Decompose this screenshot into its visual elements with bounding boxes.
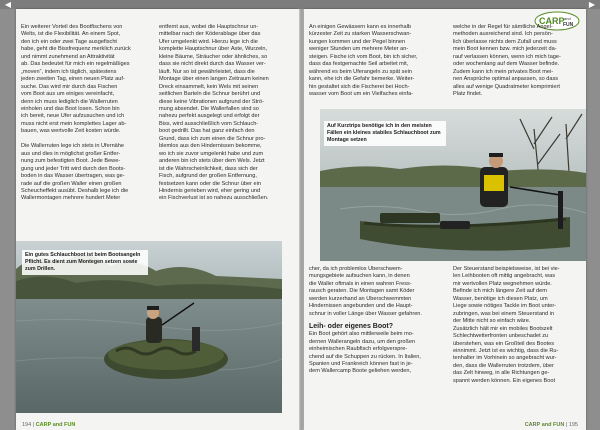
text-line: nen Ansprüche optimal anpassen, so dass: [453, 76, 559, 83]
text-line: zubringen, was bei einem Steuerstand in: [453, 310, 555, 317]
text-line: mung absendet. Die Wallerfallen sind so: [159, 105, 259, 112]
text-line: das Zelt hinweg, in alle Richtungen ge-: [453, 370, 550, 377]
text-line: mittelbar nach der Köderablage über das: [159, 31, 261, 38]
text-line: bauen, was wertvolle Zeit kosten würde.: [21, 128, 121, 135]
svg-text:FUN: FUN: [563, 22, 574, 28]
next-page-button[interactable]: [584, 0, 600, 9]
text-line: boot gedrillt. Das hat ganz einfach den: [159, 128, 255, 135]
magazine-brand: CARP and FUN: [524, 422, 565, 428]
text-line: suche. Das wird mir durch das Fischen: [21, 83, 118, 90]
text-line: Hindernissen angebunden und die Haupt-: [309, 303, 413, 310]
text-line: Zudem kann ich mein privates Boot mei-: [453, 68, 554, 75]
text-line: den ich ein oder zwei Tage ausgefischt: [21, 38, 117, 45]
svg-text:and: and: [564, 16, 571, 21]
text-line: habe, geht die Bissfrequenz merklich zurück: [21, 46, 131, 53]
text-line: Montage über einen langen Zeitraum keinen: [159, 76, 269, 83]
text-line: nahezu perfekt ausgelegt und erfolgt der: [159, 113, 260, 120]
text-line: Befinde ich mich längere Zeit auf dem: [453, 288, 547, 295]
text-line: oder wochenlang auf dem Wasser befinde.: [453, 61, 560, 68]
text-line: len Leihbooten oft mittig angebracht, was: [453, 273, 555, 280]
text-line: ist die Wahrscheinlichkeit, dass sich der: [159, 165, 258, 172]
text-line: die Waller oftmals in einen wahren Fress-: [309, 280, 412, 287]
text-line: entfernt aus, wobei die Hauptschnur un-: [159, 24, 259, 30]
section-heading: Leih- oder eigenes Boot?: [309, 323, 394, 331]
text-line: Zusätzlich hält mir ein mobiles Bootszelt: [453, 325, 553, 332]
right-page-footer: CARP and FUN | 195: [524, 422, 578, 428]
text-line: dass das festgemachte Seil arbeitet mit,: [309, 61, 409, 68]
text-line: seitlichen Barteln die Schnur berührt und: [159, 91, 261, 98]
text-line: schnur in voller Länge über Wasser gefahren.: [309, 310, 422, 317]
text-line: kungen kommen und der Pegel binnen: [309, 38, 406, 45]
text-line: muss nicht erst mein komplettes Lager ab-: [21, 120, 127, 127]
text-line: Biss, wird ausschließlich vom Schlauch-: [159, 120, 259, 127]
text-line: Ufer umgelenkt wird. Hierzu lege ich die: [159, 38, 258, 45]
text-line: Liege sowie nötiges Tackle im Boot unter-: [453, 303, 557, 310]
text-line: denn ich muss lediglich die Wallerruten: [21, 98, 118, 105]
text-line: und nimmt zunehmend an Attraktivität: [21, 53, 115, 60]
text-line: einheimischen Raubfisch erfolgverspre-: [309, 346, 408, 353]
right-page-column-1-top: [309, 24, 440, 99]
text-line: wo ich sie zuvor umgelenkt habe und zum: [159, 150, 264, 157]
text-line: Wasser, benötige ich diesen Platz, um: [453, 295, 548, 302]
text-line: einholen und das Boot losen. Schon bin: [21, 105, 120, 112]
left-photo-caption: Ein gutes Schlauchboot ist beim Bootsangeln Pflicht. Es dient zum Montegen setzen sowie zum Drillen.: [22, 250, 148, 275]
text-line: [21, 136, 152, 143]
chevron-left-icon: ◀: [4, 0, 12, 9]
text-line: ich bereit, neue Ufer aufzusuchen und ich: [21, 113, 125, 120]
text-line: alles auf wenige Quadratmeter komprimiert: [453, 83, 560, 90]
text-line: „moven“, indem ich täglich, spätestens: [21, 68, 117, 75]
text-line: rauf verlassen können, wenn ich mich tage-: [453, 53, 561, 60]
text-line: dem Wallercamp Boote geliehen werden,: [309, 368, 412, 375]
text-line: kann, ehe ich die Gefahr bemerke. Weiter-: [309, 76, 415, 83]
text-line: der Mitte nicht so einfach wäre.: [453, 318, 531, 325]
text-line: Die Wallerruten lege ich stets in Ufernähe: [21, 143, 125, 150]
text-line: hin gestaltet sich die Fischerei bei Hoch-: [309, 83, 410, 90]
text-line: ab. Das bedeutet für mich ein regelmäßiges: [21, 61, 130, 68]
text-line: nung zum befestigten Boot. Jede Bewe-: [21, 158, 121, 165]
right-page-column-2-top: [453, 24, 581, 99]
text-line: kleine Bäume, Sträucher oder ähnliches, so: [159, 53, 268, 60]
text-line: dass sie nicht direkt durch das Wasser ver-: [159, 61, 266, 68]
right-photo-caption: Auf Kurztrips benötige ich in den meisten Fällen ein kleines stabiles Schlauchboot zum Montage setzen: [324, 121, 446, 146]
right-page-column-2-bottom: [453, 266, 581, 385]
text-line: Welts, ist die Flexibilität. An einem Spot,: [21, 31, 121, 38]
text-line: mein Boot kennen bzw. mich jederzeit da-: [453, 46, 557, 53]
text-line: Ein Boot gehört also mittlerweile beim mo-: [309, 331, 414, 338]
text-line: dernen Wallerangeln dazu, um den großen: [309, 338, 416, 345]
text-line: weniger Stunden um mehrere Meter an-: [309, 46, 409, 53]
text-line: rade auf die großen Waller einen großen: [21, 180, 122, 187]
text-line: Wallermontagen mehrere hundert Meter: [21, 195, 121, 202]
text-line: boden in das Wasser übertragen, was ge-: [21, 173, 125, 180]
text-line: mir wertvollen Platz wegnehmen würde.: [453, 280, 552, 287]
page-number: 194: [22, 422, 32, 428]
left-page-footer: 194 | CARP and FUN: [22, 422, 76, 428]
text-line: festsetzen kann oder die Schnur über ein: [159, 180, 261, 187]
text-line: läuft. Nur so ist gewährleistet, dass die: [159, 68, 255, 75]
text-line: überstehen, was ein Großteil des Bootes: [453, 340, 555, 347]
text-line: wasser vom Boot um ein Vielfaches einfa-: [309, 91, 414, 98]
text-line: tenhalter im Vorhinein so angebracht wur-: [453, 355, 557, 362]
left-page-column-1: [21, 24, 152, 203]
previous-page-button[interactable]: [0, 0, 16, 9]
text-line: vom Boot aus um einiges vereinfacht,: [21, 91, 115, 98]
text-line: An einigen Gewässern kann es innerhalb: [309, 24, 411, 30]
text-line: Hindernis gerieben wird, eher gering und: [159, 187, 261, 194]
viewer-toolbar: [0, 0, 600, 9]
text-line: einnimmt. Jetzt ist es wichtig, dass die Ru-: [453, 347, 559, 354]
chevron-right-icon: ▶: [588, 0, 596, 9]
text-line: blemlos aus den Hindernissen bekomme,: [159, 143, 262, 150]
text-line: cher, da ich problemlos Überschwem-: [309, 266, 403, 272]
text-line: welche in der Regel für sämtliche Angel-: [453, 24, 553, 30]
text-line: spannt werden können. Ein eigenes Boot: [453, 377, 556, 384]
text-line: werden kurzerhand an Überschwemmten: [309, 295, 412, 302]
right-page: [304, 9, 586, 430]
text-line: mungsgebiete aufsuchen kann, in denen: [309, 273, 410, 280]
page-number: 195: [568, 422, 578, 428]
text-line: den, dass die Wallerruten trotzdem, über: [453, 362, 554, 369]
text-line: lich überlasse nichts dem Zufall und muss: [453, 38, 557, 45]
text-line: Ein weiterer Vorteil des Bootfischens von: [21, 24, 123, 30]
text-line: jeden zweiten Tag, einen neuen Platz auf-: [21, 76, 125, 83]
right-page-column-1-bottom: [309, 266, 447, 376]
text-line: Schlechtwetterfronten unbeschadet zu: [453, 333, 549, 340]
text-line: anderen bin ich stets über dem Wels. Jetzt: [159, 158, 265, 165]
text-line: Dreck einsammelt, kein Wels mit seinen: [159, 83, 259, 90]
text-line: Grund, dass ich zum einen die Schnur pro-: [159, 135, 266, 142]
text-line: diese keine Vibrationen aufgrund der Strö-: [159, 98, 265, 105]
text-line: Scheucheffekt ausübt. Deshalb lege ich die: [21, 187, 129, 194]
text-line: Der Steuerstand beispielsweise, ist bei vie-: [453, 266, 560, 272]
text-line: Platz findet.: [453, 91, 483, 98]
text-line: steigen. Fische ich vom Boot, bin ich sicher,: [309, 53, 418, 60]
text-line: methoden ausreichend sind. Ich persön-: [453, 31, 553, 38]
text-line: aus und dies in möglichst großer Entfer-: [21, 150, 121, 157]
text-line: kürzester Zeit zu starken Wasserschwan-: [309, 31, 412, 38]
text-line: während es beim Uferangeln zu spät sein: [309, 68, 412, 75]
left-page-column-2: [159, 24, 292, 203]
text-line: gung und jeder Tritt wird durch den Boots-: [21, 165, 126, 172]
svg-text:CARP: CARP: [539, 16, 565, 26]
text-line: ein Fischverlust ist so nahezu ausschließen.: [159, 195, 269, 202]
left-page: [16, 9, 299, 430]
magazine-brand: CARP and FUN: [35, 422, 76, 428]
text-line: rausch geraten. Die Montagen samt Köder: [309, 288, 415, 295]
text-line: komplette Hauptschnur über Äste, Wurzeln,: [159, 46, 268, 53]
text-line: Fisch, aufgrund der großen Entfernung,: [159, 173, 257, 180]
text-line: chend auf die Schuppen zu rücken. In Italien,: [309, 353, 421, 360]
text-line: Spanien und Frankreich können fast in je-: [309, 360, 413, 367]
